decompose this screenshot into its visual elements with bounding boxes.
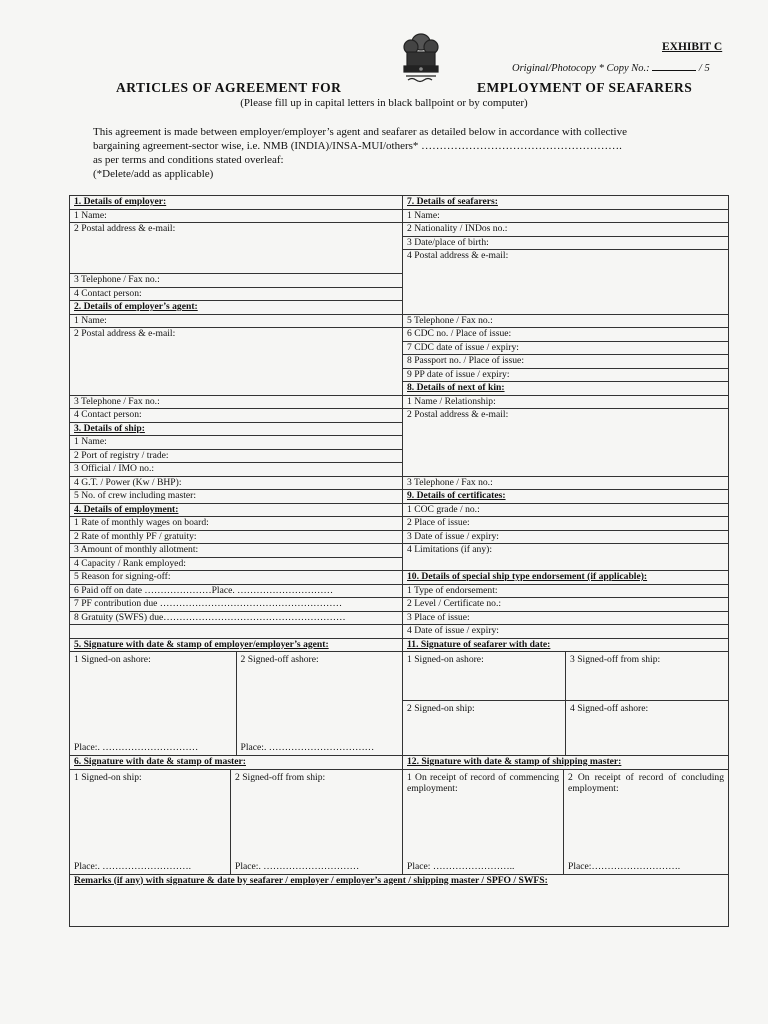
master-place-1: Place:. ………………………. [74, 860, 191, 872]
section-master-signature-heading: 6. Signature with date & stamp of master: [70, 756, 403, 770]
kin-name-field[interactable]: 1 Name / Relationship: [403, 395, 729, 409]
ship-port-field[interactable]: 2 Port of registry / trade: [70, 449, 403, 463]
ship-crew-field[interactable]: 5 No. of crew including master: [70, 490, 403, 504]
employer-signed-on-box[interactable]: 1 Signed-on ashore: Place:. ………………………… [70, 652, 236, 755]
employment-filler-cell [70, 625, 403, 639]
employment-reason-field[interactable]: 5 Reason for signing-off: [70, 571, 403, 585]
seafarer-name-field[interactable]: 1 Name: [403, 209, 729, 223]
endorsement-type-field[interactable]: 1 Type of endorsement: [403, 584, 729, 598]
seafarer-signed-on-ashore-box[interactable]: 1 Signed-on ashore: [403, 652, 566, 701]
remarks-box[interactable]: Remarks (if any) with signature & date by seafarer / employer / employer’s agent / shipping master / SPFO / SWFS: [70, 874, 729, 926]
shipping-master-place-2: Place:………………………. [568, 860, 681, 872]
shipping-master-on-box[interactable]: 1 On receipt of record of commencing employment: Place: …………………….. [403, 770, 564, 874]
title-left: ARTICLES OF AGREEMENT FOR [116, 80, 342, 95]
shipping-master-signature-box [403, 769, 729, 874]
agent-name-field[interactable]: 1 Name: [70, 314, 403, 328]
employment-paid-off-field[interactable]: 6 Paid off on date …………………Place. ………………………… [70, 584, 403, 598]
seafarer-cdc-field[interactable]: 6 CDC no. / Place of issue: [403, 328, 729, 342]
employer-place-1: Place:. ………………………… [74, 742, 199, 753]
employment-rank-field[interactable]: 4 Capacity / Rank employed: [70, 557, 403, 571]
seafarer-passport-date-field[interactable]: 9 PP date of issue / expiry: [403, 368, 729, 382]
seafarer-postal-field[interactable]: 4 Postal address & e-mail: [403, 250, 729, 315]
cert-date-field[interactable]: 3 Date of issue / expiry: [403, 530, 729, 544]
agreement-form-table [69, 195, 729, 927]
intro-paragraph [93, 125, 725, 181]
seafarer-cdc-date-field[interactable]: 7 CDC date of issue / expiry: [403, 341, 729, 355]
intro-line-4: (*Delete/add as applicable) [93, 168, 214, 180]
endorsement-place-field[interactable]: 3 Place of issue: [403, 611, 729, 625]
agent-telephone-field[interactable]: 3 Telephone / Fax no.: [70, 395, 403, 409]
master-signed-on-box[interactable]: 1 Signed-on ship: Place:. ………………………. [70, 770, 231, 874]
section-endorsement-heading: 10. Details of special ship type endorsement (if applicable): [403, 571, 729, 585]
seafarer-passport-field[interactable]: 8 Passport no. / Place of issue: [403, 355, 729, 369]
employer-telephone-field[interactable]: 3 Telephone / Fax no.: [70, 274, 403, 288]
cert-limitations-field[interactable]: 4 Limitations (if any): [403, 544, 729, 571]
seafarer-signature-box [403, 652, 729, 756]
copy-suffix: / 5 [698, 63, 710, 74]
employer-signature-box [70, 652, 403, 756]
employment-rate-field[interactable]: 1 Rate of monthly wages on board: [70, 517, 403, 531]
agent-postal-field[interactable]: 2 Postal address & e-mail: [70, 328, 403, 396]
section-next-of-kin-heading: 8. Details of next of kin: [403, 382, 729, 396]
copy-label: Original/Photocopy * Copy No.: [512, 63, 650, 74]
employer-postal-field[interactable]: 2 Postal address & e-mail: [70, 223, 403, 274]
subtitle: (Please fill up in capital letters in black ballpoint or by computer) [240, 97, 528, 109]
section-certificates-heading: 9. Details of certificates: [403, 490, 729, 504]
seafarer-signed-off-ship-box[interactable]: 3 Signed-off from ship: [566, 652, 729, 701]
section-employer-heading: 1. Details of employer: [70, 196, 403, 210]
employer-contact-field[interactable]: 4 Contact person: [70, 287, 403, 301]
ship-imo-field[interactable]: 3 Official / IMO no.: [70, 463, 403, 477]
seafarer-nationality-field[interactable]: 2 Nationality / INDos no.: [403, 223, 729, 237]
seafarer-telephone-field[interactable]: 5 Telephone / Fax no.: [403, 314, 729, 328]
intro-line-3: as per terms and conditions stated overleaf: [93, 154, 284, 166]
cert-place-field[interactable]: 2 Place of issue: [403, 517, 729, 531]
title-right: EMPLOYMENT OF SEAFARERS [477, 80, 693, 95]
seafarer-signed-on-ship-box[interactable]: 2 Signed-on ship: [403, 701, 566, 756]
seafarer-signed-off-ashore-box[interactable]: 4 Signed-off ashore: [570, 703, 649, 714]
employment-allotment-field[interactable]: 3 Amount of monthly allotment: [70, 544, 403, 558]
copy-number-line [512, 60, 710, 74]
shipping-master-place-1: Place: …………………….. [407, 860, 515, 872]
employment-pf-due-field[interactable]: 7 PF contribution due ………………………………………………… [70, 598, 403, 612]
master-signed-off-box[interactable]: 2 Signed-off from ship: Place:. ………………………… [235, 771, 360, 872]
intro-line-1: This agreement is made between employer/employer’s agent and seafarer as detailed below in accordance with collective [93, 126, 627, 138]
seafarer-dob-field[interactable]: 3 Date/place of birth: [403, 236, 729, 250]
copy-number-field[interactable] [652, 60, 696, 71]
section-employment-heading: 4. Details of employment: [70, 503, 403, 517]
endorsement-level-field[interactable]: 2 Level / Certificate no.: [403, 598, 729, 612]
section-shipping-master-heading: 12. Signature with date & stamp of shipping master: [403, 756, 729, 770]
agent-contact-field[interactable]: 4 Contact person: [70, 409, 403, 423]
intro-line-2: bargaining agreement-sector wise, i.e. NMB (INDIA)/INSA-MUI/others* ………………………………………………. [93, 140, 622, 152]
master-signature-box [70, 769, 403, 874]
employer-signed-off-box[interactable]: 2 Signed-off ashore: Place:. …………………………… [240, 654, 375, 753]
section-ship-heading: 3. Details of ship: [70, 422, 403, 436]
endorsement-date-field[interactable]: 4 Date of issue / expiry: [403, 625, 729, 639]
employment-pf-field[interactable]: 2 Rate of monthly PF / gratuity: [70, 530, 403, 544]
employer-name-field[interactable]: 1 Name: [70, 209, 403, 223]
kin-postal-field[interactable]: 2 Postal address & e-mail: [403, 409, 729, 477]
section-employer-agent-heading: 2. Details of employer’s agent: [70, 301, 403, 315]
master-place-2: Place:. ………………………… [235, 860, 360, 872]
employment-gratuity-field[interactable]: 8 Gratuity (SWFS) due………………………………………………… [70, 611, 403, 625]
ship-gt-field[interactable]: 4 G.T. / Power (Kw / BHP): [70, 476, 403, 490]
national-emblem-icon [398, 30, 444, 88]
section-seafarer-signature-heading: 11. Signature of seafarer with date: [403, 638, 729, 652]
exhibit-label: EXHIBIT C [662, 41, 723, 53]
section-seafarers-heading: 7. Details of seafarers: [403, 196, 729, 210]
cert-coc-field[interactable]: 1 COC grade / no.: [403, 503, 729, 517]
kin-telephone-field[interactable]: 3 Telephone / Fax no.: [403, 476, 729, 490]
shipping-master-off-box[interactable]: 2 On receipt of record of concluding employment: Place:………………………. [568, 771, 724, 872]
employer-place-2: Place:. …………………………… [240, 742, 375, 753]
ship-name-field[interactable]: 1 Name: [70, 436, 403, 450]
section-employer-signature-heading: 5. Signature with date & stamp of employer/employer’s agent: [70, 638, 403, 652]
